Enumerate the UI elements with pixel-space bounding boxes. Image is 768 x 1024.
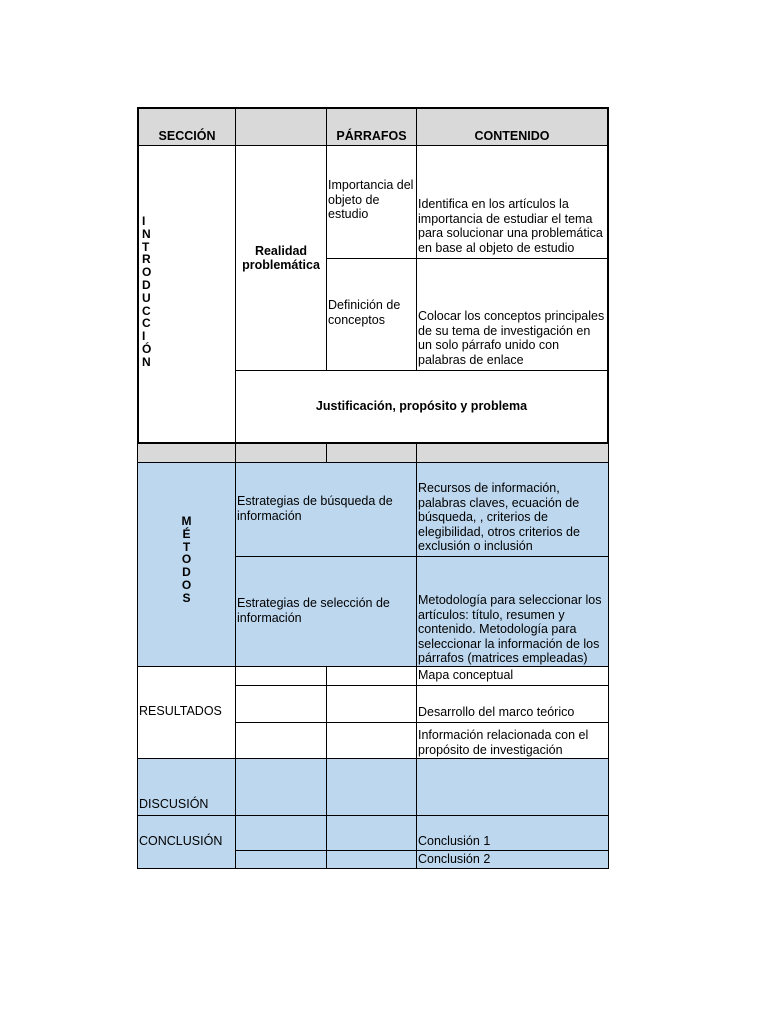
estrategia-text: Estrategias de búsqueda de información (237, 494, 393, 523)
estrategia-cell (235, 462, 417, 557)
header-contenido (416, 107, 609, 146)
section-letter: I (142, 329, 146, 344)
contenido-text: Colocar los conceptos principales de su tema de investigación en un solo párrafo unido con palabras de enlace (418, 309, 605, 367)
section-resultados (137, 666, 236, 759)
resultados-label: RESULTADOS (139, 704, 222, 718)
empty-cell (235, 685, 327, 723)
section-letter: S (182, 590, 191, 605)
contenido-text: Metodología para seleccionar los artículos: título, resumen y contenido. Metodología para seleccionar la información de los párrafos (matrices empleadas) (418, 593, 602, 665)
section-discusion (137, 758, 236, 816)
justificacion-cell (235, 370, 609, 444)
contenido-text: Conclusión 1 (418, 834, 491, 848)
header-contenido-label: CONTENIDO (474, 129, 550, 143)
spacer-cell (235, 443, 327, 463)
header-seccion (137, 107, 236, 146)
contenido-cell (416, 462, 609, 557)
spacer-cell (137, 443, 236, 463)
header-seccion-label: SECCIÓN (158, 129, 216, 143)
contenido-cell (416, 258, 609, 371)
contenido-text: Mapa conceptual (418, 668, 514, 682)
section-letter: I (142, 214, 146, 228)
section-letter: U (142, 290, 151, 305)
header-blank (235, 107, 327, 146)
section-letter: R (142, 252, 151, 267)
contenido-text: Recursos de información, palabras claves, ecuación de búsqueda, , criterios de elegibilidad, otros criterios de exclusión o inclusión (418, 481, 580, 553)
section-metodos (137, 462, 236, 667)
estrategia-text: Estrategias de selección de información (237, 596, 390, 625)
section-letter: O (181, 577, 192, 592)
header-parrafos-label: PÁRRAFOS (336, 129, 407, 143)
empty-cell (326, 815, 417, 851)
contenido-text: Identifica en los artículos la importancia de estudiar el tema para solucionar una problemática en base al objeto de estudio (418, 197, 603, 255)
section-letter: D (142, 277, 151, 292)
subsection-realidad-problematica (235, 145, 327, 371)
empty-cell (326, 685, 417, 723)
section-conclusion (137, 815, 236, 869)
estrategia-cell (235, 556, 417, 667)
contenido-text: Desarrollo del marco teórico (418, 705, 575, 719)
section-letter: C (142, 316, 151, 331)
section-letter: M (181, 514, 192, 528)
section-letter: T (142, 239, 150, 254)
contenido-cell (416, 850, 609, 869)
contenido-text: Información relacionada con el propósito de investigación (418, 728, 589, 757)
empty-cell (326, 758, 417, 816)
empty-cell (235, 815, 327, 851)
subsection-realidad-label: Realidad problemática (242, 243, 320, 272)
section-introduccion (137, 145, 236, 444)
parrafo-cell (326, 258, 417, 371)
section-letter: N (142, 354, 151, 369)
conclusion-label: CONCLUSIÓN (139, 834, 223, 848)
parrafo-text: Definición de conceptos (328, 298, 401, 327)
section-letter: O (181, 552, 192, 567)
spacer-cell (416, 443, 609, 463)
empty-cell (235, 758, 327, 816)
parrafo-cell (326, 145, 417, 259)
parrafo-text: Importancia del objeto de estudio (328, 178, 414, 221)
contenido-cell (416, 145, 609, 259)
section-letter: O (142, 265, 152, 280)
empty-cell (326, 722, 417, 759)
contenido-cell (416, 722, 609, 759)
empty-cell (235, 666, 327, 686)
section-letter: D (182, 565, 191, 580)
discusion-label: DISCUSIÓN (139, 797, 209, 811)
justificacion-text: Justificación, propósito y problema (315, 399, 528, 414)
empty-cell (326, 850, 417, 869)
header-parrafos (326, 107, 417, 146)
empty-cell (416, 758, 609, 816)
section-letter: C (142, 303, 151, 318)
empty-cell (326, 666, 417, 686)
empty-cell (235, 722, 327, 759)
spacer-cell (326, 443, 417, 463)
empty-cell (235, 850, 327, 869)
section-letter: N (142, 226, 151, 241)
section-letter: Ó (142, 341, 152, 356)
contenido-cell (416, 815, 609, 851)
contenido-cell (416, 556, 609, 667)
contenido-cell (416, 666, 609, 686)
contenido-cell (416, 685, 609, 723)
contenido-text: Conclusión 2 (418, 852, 491, 866)
section-letter: T (182, 539, 191, 554)
section-letter: É (182, 526, 191, 541)
